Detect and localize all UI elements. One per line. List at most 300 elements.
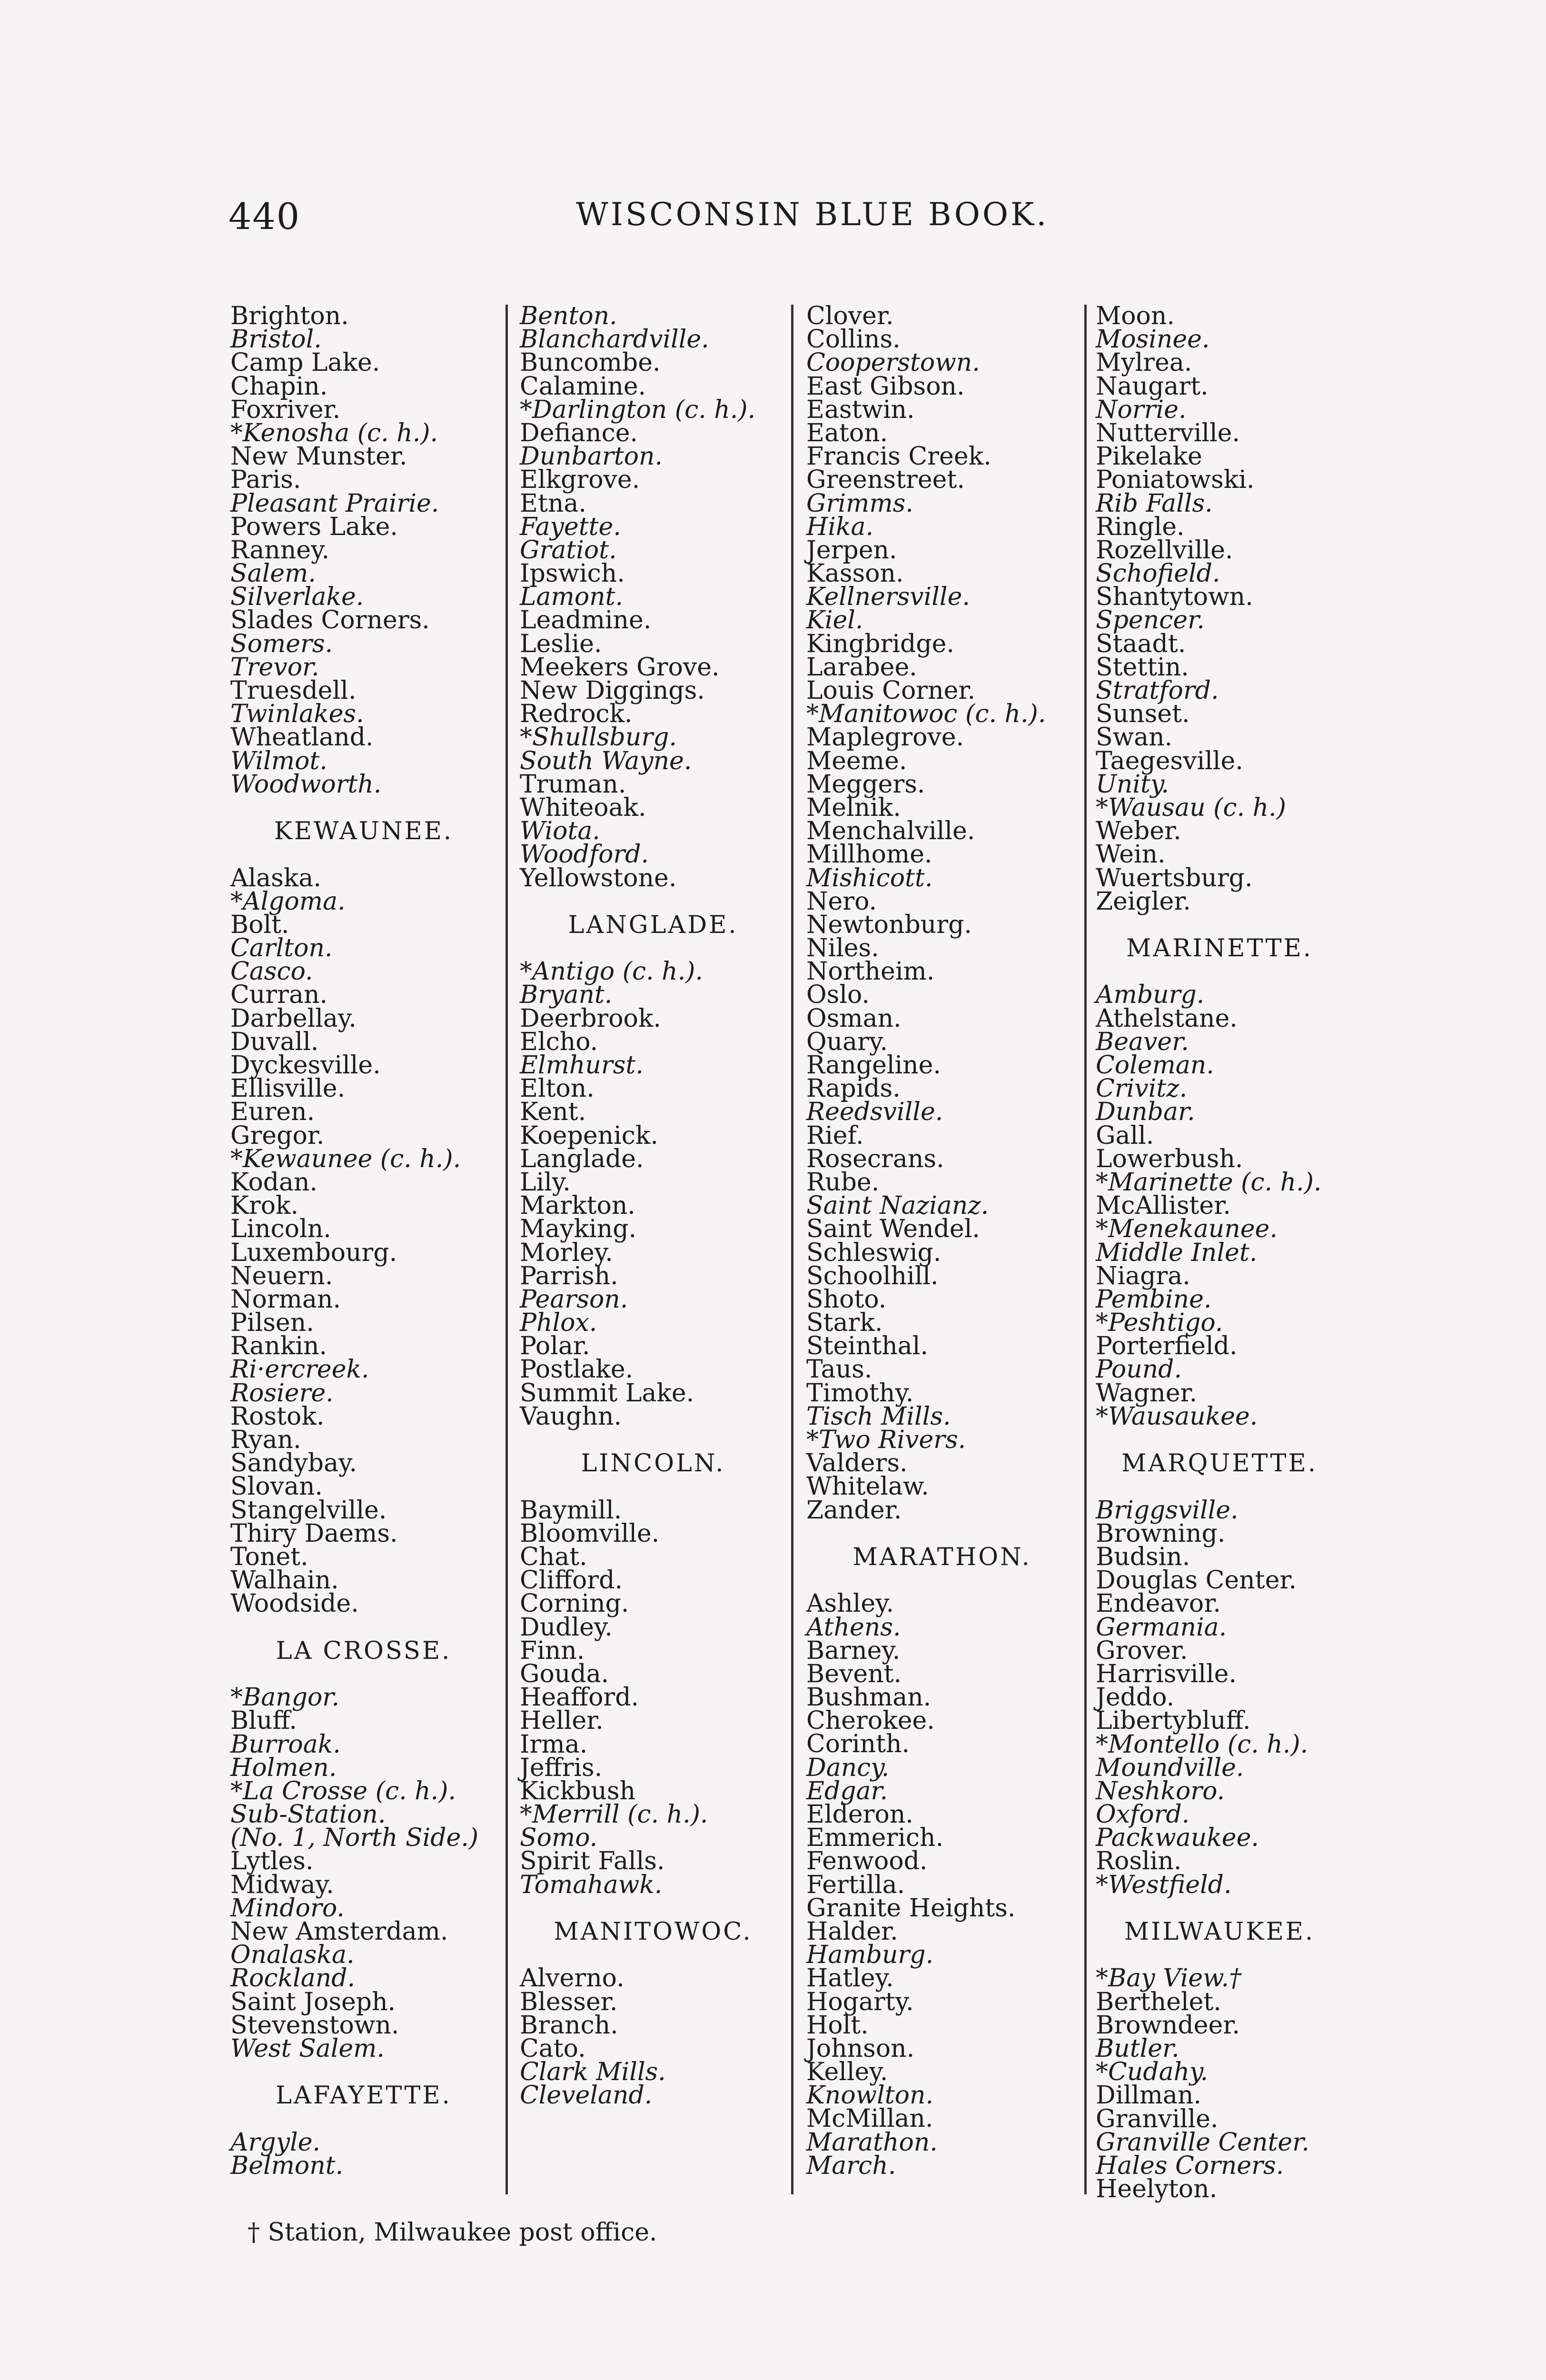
post-office-entry: Pearson. [520, 1285, 628, 1314]
post-office-entry: McAllister. [1096, 1191, 1231, 1220]
post-office-entry: Pembine. [1096, 1285, 1212, 1314]
post-office-entry: Saint Nazianz. [806, 1191, 989, 1220]
post-office-entry: Darbellay. [230, 1004, 357, 1033]
post-office-entry: *Shullsburg. [520, 723, 677, 752]
post-office-entry: Dancy. [806, 1753, 890, 1782]
post-office-entry: Yellowstone. [520, 863, 677, 892]
post-office-entry: Dunbar. [1096, 1098, 1195, 1127]
post-office-entry: Swan. [1096, 723, 1173, 752]
post-office-entry: New Munster. [230, 442, 407, 471]
post-office-entry: Quary. [806, 1027, 888, 1056]
post-office-entry: Jeffris. [520, 1753, 603, 1782]
post-office-entry: Thiry Daems. [230, 1519, 398, 1548]
post-office-entry: Gregor. [230, 1121, 325, 1150]
post-office-entry: Branch. [520, 2011, 618, 2040]
post-office-entry: West Salem. [230, 2034, 385, 2063]
post-office-entry: March. [806, 2151, 896, 2180]
post-office-entry: Chapin. [230, 372, 328, 401]
post-office-entry: Mosinee. [1096, 325, 1210, 354]
post-office-entry: Athens. [806, 1613, 901, 1642]
post-office-entry: Beaver. [1096, 1027, 1189, 1056]
post-office-entry: Hamburg. [806, 1941, 934, 1970]
post-office-entry: Rankin. [230, 1332, 327, 1361]
post-office-entry: Blanchardville. [520, 325, 709, 354]
post-office-entry: Morley. [520, 1238, 613, 1267]
post-office-entry: Foxriver. [230, 395, 341, 424]
post-office-entry: Postlake. [520, 1355, 634, 1384]
post-office-entry: *Peshtigo. [1096, 1309, 1223, 1338]
post-office-entry: Eastwin. [806, 395, 915, 424]
post-office-entry: Cherokee. [806, 1706, 935, 1735]
column-4 [1096, 302, 1343, 2209]
post-office-entry: Moon. [1096, 302, 1175, 330]
post-office-entry: Pleasant Prairie. [230, 489, 439, 518]
post-office-entry: Mayking. [520, 1215, 637, 1244]
post-office-entry: *Kewaunee (c. h.). [230, 1144, 461, 1173]
post-office-entry: Oslo. [806, 981, 870, 1010]
post-office-entry: Porterfield. [1096, 1332, 1238, 1361]
post-office-entry: Polar. [520, 1332, 590, 1361]
post-office-entry: Tonet. [230, 1542, 308, 1571]
post-office-entry: Slovan. [230, 1472, 323, 1501]
post-office-entry: Kent. [520, 1098, 586, 1127]
column-divider [791, 305, 793, 2194]
post-office-entry: Gratiot. [520, 536, 617, 565]
post-office-entry: Wein. [1096, 840, 1166, 869]
post-office-entry: Cleveland. [520, 2081, 653, 2110]
post-office-entry: Wheatland. [230, 723, 374, 752]
post-office-entry: Rostok. [230, 1402, 325, 1431]
post-office-entry: Ellisville. [230, 1074, 346, 1103]
post-office-entry: Rief. [806, 1121, 864, 1150]
post-office-entry: Marathon. [806, 2128, 938, 2157]
post-office-entry: Kiel. [806, 606, 863, 635]
post-office-entry: Crivitz. [1096, 1074, 1188, 1103]
post-office-entry: Walhain. [230, 1566, 339, 1595]
post-office-entry: New Amsterdam. [230, 1917, 448, 1946]
post-office-entry: (No. 1, North Side.) [230, 1824, 479, 1853]
post-office-entry: Blesser. [520, 1987, 618, 2016]
post-office-entry: Bryant. [520, 981, 613, 1010]
post-office-entry: Knowlton. [806, 2081, 934, 2110]
post-office-entry: Fayette. [520, 512, 621, 541]
post-office-entry: Salem. [230, 559, 316, 588]
post-office-entry: Meeme. [806, 746, 907, 775]
post-office-entry: *Wausau (c. h.) [1096, 793, 1286, 822]
post-office-entry: Melnik. [806, 793, 901, 822]
post-office-entry: Rosiere. [230, 1378, 334, 1408]
post-office-entry: Zander. [806, 1496, 902, 1525]
post-office-entry: Taegesville. [1096, 746, 1243, 775]
post-office-entry: New Diggings. [520, 676, 705, 705]
post-office-entry: Burroak. [230, 1730, 341, 1759]
column-3 [806, 302, 1078, 2209]
post-office-entry: Tomahawk. [520, 1870, 663, 1899]
post-office-entry: Phlox. [520, 1309, 597, 1338]
post-office-entry: Elmhurst. [520, 1051, 644, 1080]
post-office-entry: Bushman. [806, 1683, 932, 1712]
page-number: 440 [228, 195, 301, 238]
post-office-entry: Granite Heights. [806, 1894, 1016, 1923]
county-heading-marathon: MARATHON. [852, 1543, 1031, 1571]
post-office-entry: Lamont. [520, 583, 624, 612]
post-office-entry: Luxembourg. [230, 1238, 397, 1267]
post-office-entry: Hogarty. [806, 1987, 914, 2016]
post-office-entry: Grimms. [806, 489, 913, 518]
post-office-entry: Briggsville. [1096, 1496, 1239, 1525]
post-office-entry: Mishicott. [806, 863, 933, 892]
footnote: † Station, Milwaukee post office. [248, 2218, 657, 2247]
post-office-entry: Millhome. [806, 840, 932, 869]
post-office-entry: Kodan. [230, 1168, 318, 1197]
post-office-entry: Lowerbush. [1096, 1144, 1243, 1173]
county-heading-lincoln: LINCOLN. [581, 1449, 725, 1478]
post-office-entry: Somers. [230, 629, 333, 658]
running-head-title: WISCONSIN BLUE BOOK. [576, 196, 1049, 233]
post-office-entry: Shoto. [806, 1285, 887, 1314]
post-office-entry: Pound. [1096, 1355, 1182, 1384]
county-heading-lafayette: LAFAYETTE. [276, 2082, 452, 2110]
post-office-entry: *Kenosha (c. h.). [230, 418, 438, 447]
county-heading-marquette: MARQUETTE. [1121, 1449, 1318, 1478]
post-office-entry: Neshkoro. [1096, 1776, 1225, 1805]
post-office-entry: Pikelake [1096, 442, 1202, 471]
post-office-entry: *Marinette (c. h.). [1096, 1168, 1322, 1197]
post-office-entry: Bluff. [230, 1706, 297, 1735]
post-office-entry: *Bay View.† [1096, 1964, 1242, 1993]
post-office-entry: Johnson. [806, 2034, 915, 2063]
post-office-entry: Meekers Grove. [520, 653, 720, 682]
post-office-entry: Norman. [230, 1285, 341, 1314]
post-office-entry: Alaska. [230, 863, 321, 892]
post-office-entry: Edgar. [806, 1776, 888, 1805]
post-office-entry: *Cudahy. [1096, 2058, 1209, 2087]
post-office-entry: Packwaukee. [1096, 1824, 1259, 1853]
post-office-entry: *Manitowoc (c. h.). [806, 700, 1046, 729]
column-divider [505, 305, 508, 2194]
post-office-entry: Libertybluff. [1096, 1706, 1251, 1735]
post-office-entry: Heller. [520, 1706, 604, 1735]
post-office-entry: Argyle. [230, 2128, 321, 2157]
post-office-entry: Cato. [520, 2034, 586, 2063]
post-office-entry: Neuern. [230, 1261, 333, 1290]
post-office-entry: Vaughn. [520, 1402, 622, 1431]
post-office-entry: Camp Lake. [230, 348, 380, 377]
post-office-entry: Tisch Mills. [806, 1402, 951, 1431]
county-heading-manitowoc: MANITOWOC. [554, 1917, 753, 1946]
post-office-entry: *Bangor. [230, 1683, 339, 1712]
post-office-entry: Jerpen. [806, 536, 897, 565]
post-office-entry: Brighton. [230, 302, 349, 330]
post-office-entry: Woodside. [230, 1589, 359, 1618]
post-office-entry: Fertilla. [806, 1870, 905, 1899]
post-office-entry: Somo. [520, 1824, 598, 1853]
post-office-entry: Kingbridge. [806, 629, 954, 658]
post-office-entry: *Darlington (c. h.). [520, 395, 756, 424]
post-office-entry: Chat. [520, 1543, 587, 1571]
post-office-entry: Osman. [806, 1004, 902, 1033]
post-office-entry: Kellnersville. [806, 583, 970, 612]
post-office-entry: Bolt. [230, 910, 289, 939]
post-office-entry: Gall. [1096, 1121, 1154, 1150]
post-office-entry: Browning. [1096, 1519, 1226, 1548]
post-office-entry: Nutterville. [1096, 418, 1240, 447]
post-office-entry: Louis Corner. [806, 676, 976, 705]
post-office-entry: *La Crosse (c. h.). [230, 1776, 456, 1805]
post-office-entry: Saint Wendel. [806, 1215, 980, 1244]
post-office-entry: Ryan. [230, 1426, 301, 1455]
post-office-entry: Sub-Station. [230, 1800, 386, 1829]
post-office-entry: Butler. [1096, 2034, 1179, 2063]
county-heading-langlade: LANGLADE. [568, 911, 738, 939]
post-office-entry: Moundville. [1096, 1753, 1244, 1782]
post-office-entry: Holt. [806, 2011, 869, 2040]
post-office-entry: Finn. [520, 1636, 585, 1665]
post-office-entry: Granville Center. [1096, 2128, 1309, 2157]
post-office-entry: Benton. [520, 302, 617, 330]
post-office-entry: Stratford. [1096, 676, 1219, 705]
post-office-entry: *Algoma. [230, 887, 346, 916]
post-office-entry: Woodford. [520, 840, 649, 869]
post-office-entry: Northeim. [806, 957, 935, 986]
post-office-entry: Coleman. [1096, 1051, 1214, 1080]
page-header [0, 186, 1546, 257]
post-office-entry: Elderon. [806, 1800, 913, 1829]
post-office-entry: Emmerich. [806, 1824, 943, 1853]
post-office-entry: Truesdell. [230, 676, 357, 705]
post-office-entry: Whiteoak. [520, 793, 646, 822]
post-office-entry: Powers Lake. [230, 512, 398, 541]
post-office-entry: Weber. [1096, 817, 1181, 846]
post-office-entry: Woodworth. [230, 770, 382, 799]
county-heading-la-crosse: LA CROSSE. [276, 1636, 452, 1665]
post-office-entry: Sandybay. [230, 1449, 357, 1478]
post-office-entry: Kasson. [806, 559, 904, 588]
post-office-entry: Oxford. [1096, 1800, 1190, 1829]
post-office-entry: Barney. [806, 1636, 901, 1665]
post-office-entry: Wagner. [1096, 1378, 1198, 1408]
post-office-entry: East Gibson. [806, 372, 965, 401]
post-office-entry: Truman. [520, 770, 626, 799]
post-office-entry: Gouda. [520, 1659, 609, 1688]
post-office-entry: Silverlake. [230, 583, 364, 612]
post-office-entry: *Montello (c. h.). [1096, 1730, 1308, 1759]
post-office-entry: Clover. [806, 302, 894, 330]
post-office-entry: Heelyton. [1096, 2175, 1218, 2204]
post-office-entry: Slades Corners. [230, 606, 430, 635]
post-office-entry: Defiance. [520, 418, 638, 447]
post-office-entry: *Wausaukee. [1096, 1402, 1258, 1431]
post-office-entry: Newtonburg. [806, 910, 972, 939]
post-office-entry: Carlton. [230, 934, 333, 963]
post-office-entry: Clifford. [520, 1566, 623, 1595]
post-office-entry: Ashley. [806, 1589, 894, 1618]
post-office-entry: Duvall. [230, 1027, 319, 1056]
post-office-entry: Lily. [520, 1168, 571, 1197]
post-office-entry: Ri·ercreek. [230, 1355, 369, 1384]
post-office-entry: Buncombe. [520, 348, 661, 377]
post-office-entry: Naugart. [1096, 372, 1209, 401]
post-office-entry: Meggers. [806, 770, 925, 799]
post-office-entry: Stark. [806, 1309, 883, 1338]
post-office-entry: Steinthal. [806, 1332, 928, 1361]
county-heading-kewaunee: KEWAUNEE. [274, 817, 454, 845]
post-office-entry: Langlade. [520, 1144, 644, 1173]
post-office-entry: Nero. [806, 887, 877, 916]
post-office-entry: Lytles. [230, 1847, 314, 1876]
post-office-entry: Timothy. [806, 1378, 914, 1408]
post-office-entry: Roslin. [1096, 1847, 1182, 1876]
post-office-entry: Ringle. [1096, 512, 1185, 541]
post-office-entry: Baymill. [520, 1496, 622, 1525]
post-office-entry: Wiota. [520, 817, 600, 846]
post-office-entry: Niagra. [1096, 1261, 1190, 1290]
post-office-entry: Curran. [230, 981, 328, 1010]
post-office-entry: *Menekaunee. [1096, 1215, 1278, 1244]
post-office-entry: Maplegrove. [806, 723, 964, 752]
post-office-entry: Rangeline. [806, 1051, 941, 1080]
post-office-entry: Rosecrans. [806, 1144, 944, 1173]
post-office-entry: Stangelville. [230, 1496, 387, 1525]
post-office-entry: Norrie. [1096, 395, 1187, 424]
post-office-entry: Bristol. [230, 325, 322, 354]
post-office-entry: Harrisville. [1096, 1659, 1237, 1688]
post-office-entry: Mindoro. [230, 1894, 345, 1923]
post-office-entry: Hatley. [806, 1964, 894, 1993]
post-office-entry: Ipswich. [520, 559, 625, 588]
post-office-entry: Stevenstown. [230, 2011, 399, 2040]
column-2 [520, 302, 786, 2209]
post-office-entry: Jeddo. [1096, 1683, 1175, 1712]
post-office-entry: Douglas Center. [1096, 1566, 1297, 1595]
post-office-entry: Wilmot. [230, 746, 327, 775]
post-office-entry: Germania. [1096, 1613, 1227, 1642]
post-office-entry: Cooperstown. [806, 348, 980, 377]
post-office-entry: Larabee. [806, 653, 917, 682]
post-office-entry: Kickbush [520, 1776, 636, 1805]
post-office-entry: Holmen. [230, 1753, 337, 1782]
post-office-entry: Leslie. [520, 629, 602, 658]
post-office-entry: Saint Joseph. [230, 1987, 396, 2016]
post-office-entry: Paris. [230, 466, 301, 495]
post-office-entry: Koepenick. [520, 1121, 658, 1150]
post-office-entry: McMillan. [806, 2104, 933, 2133]
post-office-entry: Whitelaw. [806, 1472, 929, 1501]
post-office-entry: Elcho. [520, 1027, 598, 1056]
post-office-entry: Menchalville. [806, 817, 975, 846]
post-office-entry: Rib Falls. [1096, 489, 1213, 518]
county-heading-milwaukee: MILWAUKEE. [1124, 1917, 1315, 1946]
post-office-entry: Schoolhill. [806, 1261, 939, 1290]
post-office-entry: Rockland. [230, 1964, 356, 1993]
post-office-entry: Wuertsburg. [1096, 863, 1253, 892]
county-heading-marinette: MARINETTE. [1126, 934, 1313, 962]
post-office-entry: Eaton. [806, 418, 888, 447]
post-office-entry: *Westfield. [1096, 1870, 1232, 1899]
post-office-entry: South Wayne. [520, 746, 692, 775]
post-office-entry: Staadt. [1096, 629, 1186, 658]
post-office-entry: Hales Corners. [1096, 2151, 1284, 2180]
post-office-entry: Collins. [806, 325, 901, 354]
post-office-entry: Dudley. [520, 1613, 613, 1642]
post-office-entry: Granville. [1096, 2104, 1219, 2133]
post-office-entry: Unity. [1096, 770, 1169, 799]
post-office-entry: Deerbrook. [520, 1004, 661, 1033]
post-office-entry: Schleswig. [806, 1238, 941, 1267]
post-office-entry: Greenstreet. [806, 466, 965, 495]
post-office-entry: Spencer. [1096, 606, 1205, 635]
post-office-entry: Bloomville. [520, 1519, 660, 1548]
post-office-entry: Leadmine. [520, 606, 652, 635]
post-office-entry: Corinth. [806, 1730, 910, 1759]
post-office-entry: Browndeer. [1096, 2011, 1240, 2040]
post-office-entry: Parrish. [520, 1261, 618, 1290]
post-office-entry: Trevor. [230, 653, 319, 682]
post-office-entry: Berthelet. [1096, 1987, 1221, 2016]
post-office-entry: Corning. [520, 1589, 629, 1618]
post-office-entry: Valders. [806, 1449, 908, 1478]
post-office-entry: *Antigo (c. h.). [520, 957, 703, 986]
post-office-entry: Ranney. [230, 536, 330, 565]
post-office-entry: Bevent. [806, 1659, 902, 1688]
post-office-entry: Hika. [806, 512, 874, 541]
post-office-entry: *Merrill (c. h.). [520, 1800, 708, 1829]
post-office-entry: Irma. [520, 1730, 588, 1759]
post-office-entry: Calamine. [520, 372, 646, 401]
post-office-entry: Zeigler. [1096, 887, 1191, 916]
post-office-entry: Redrock. [520, 700, 633, 729]
post-office-entry: Elkgrove. [520, 466, 640, 495]
post-office-entry: Onalaska. [230, 1941, 355, 1970]
post-office-entry: Grover. [1096, 1636, 1188, 1665]
post-office-entry: Poniatowski. [1096, 466, 1255, 495]
post-office-entry: Belmont. [230, 2151, 344, 2180]
post-office-entry: Reedsville. [806, 1098, 943, 1127]
post-office-entry: Fenwood. [806, 1847, 928, 1876]
post-office-entry: Halder. [806, 1917, 898, 1946]
post-office-entry: Midway. [230, 1870, 334, 1899]
post-office-entry: Francis Creek. [806, 442, 991, 471]
post-office-entry: Twinlakes. [230, 700, 364, 729]
post-office-entry: Rapids. [806, 1074, 901, 1103]
post-office-entry: Athelstane. [1096, 1004, 1238, 1033]
post-office-entry: Niles. [806, 934, 879, 963]
post-office-entry: Elton. [520, 1074, 595, 1103]
post-office-entry: Dillman. [1096, 2081, 1201, 2110]
post-office-entry: *Two Rivers. [806, 1426, 966, 1454]
post-office-entry: Summit Lake. [520, 1378, 694, 1408]
post-office-entry: Casco. [230, 957, 313, 986]
post-office-entry: Lincoln. [230, 1215, 331, 1244]
post-office-entry: Sunset. [1096, 700, 1190, 729]
post-office-entry: Rube. [806, 1168, 880, 1197]
post-office-entry: Stettin. [1096, 653, 1189, 682]
post-office-entry: Krok. [230, 1191, 299, 1220]
post-office-entry: Mylrea. [1096, 348, 1192, 377]
post-office-entry: Euren. [230, 1098, 315, 1127]
post-office-entry: Pilsen. [230, 1309, 314, 1338]
post-office-entry: Middle Inlet. [1096, 1238, 1258, 1267]
post-office-entry: Amburg. [1096, 981, 1205, 1010]
post-office-entry: Heafford. [520, 1683, 639, 1712]
post-office-entry: Dyckesville. [230, 1051, 381, 1080]
post-office-entry: Markton. [520, 1191, 635, 1220]
post-office-entry: Taus. [806, 1355, 872, 1384]
post-office-entry: Shantytown. [1096, 583, 1253, 612]
post-office-entry: Kelley. [806, 2058, 888, 2087]
column-1 [230, 302, 497, 2209]
post-office-entry: Budsin. [1096, 1543, 1190, 1571]
